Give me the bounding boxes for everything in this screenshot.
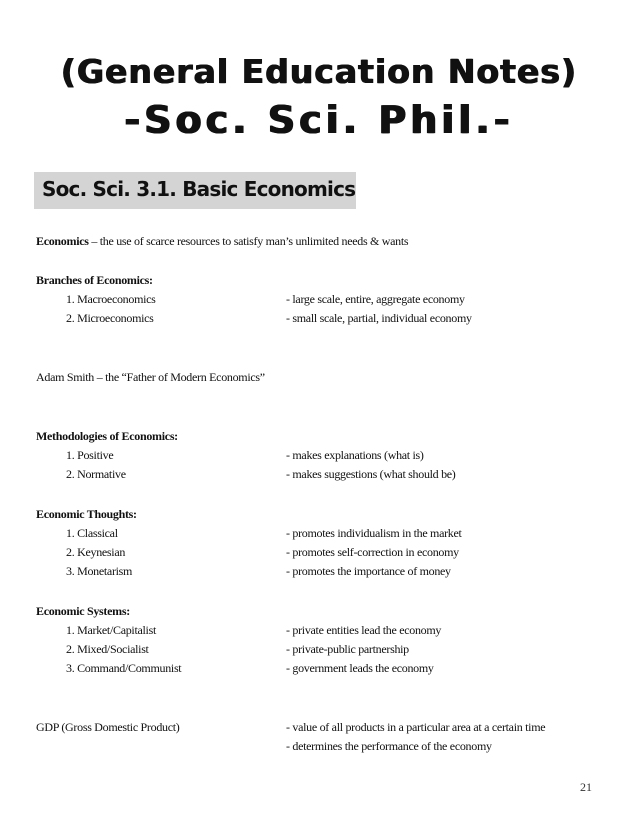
- list-item-label: 1. Classical: [66, 526, 118, 540]
- list-item-desc: - promotes individualism in the market: [286, 526, 462, 540]
- list-item-desc: - large scale, entire, aggregate economy: [286, 292, 465, 306]
- list-item-label: 1. Macroeconomics: [66, 292, 156, 306]
- list-item-label: 2. Normative: [66, 467, 126, 481]
- list-item-label: 1. Market/Capitalist: [66, 623, 156, 637]
- notes-title: (General Education Notes): [60, 52, 578, 91]
- list-item-label: 2. Keynesian: [66, 545, 126, 559]
- list-item-desc: - small scale, partial, individual economy: [286, 311, 472, 325]
- list-item-desc: - private entities lead the economy: [286, 623, 442, 637]
- gdp-desc-1: - value of all products in a particular area at a certain time: [286, 720, 546, 734]
- list-item-label: 3. Command/Communist: [66, 661, 182, 675]
- list-item-desc: - promotes self-correction in economy: [286, 545, 459, 559]
- notes-subtitle: -Soc. Sci. Phil.-: [124, 98, 514, 142]
- list-item-label: 2. Mixed/Socialist: [66, 642, 149, 656]
- thoughts-heading: Economic Thoughts:: [36, 507, 137, 521]
- list-item-desc: - private-public partnership: [286, 642, 409, 656]
- gdp-desc-2: - determines the performance of the economy: [286, 739, 492, 753]
- definition-text: – the use of scarce resources to satisfy man’s unlimited needs & wants: [88, 234, 409, 248]
- list-item-label: 3. Monetarism: [66, 564, 133, 578]
- section-header-box: [34, 172, 356, 209]
- definition-term: Economics: [36, 234, 89, 248]
- list-item-label: 2. Microeconomics: [66, 311, 154, 325]
- list-item-desc: - government leads the economy: [286, 661, 434, 675]
- economics-definition: [36, 234, 408, 249]
- list-item-desc: - promotes the importance of money: [286, 564, 451, 578]
- list-item-desc: - makes explanations (what is): [286, 448, 424, 462]
- father-of-economics: Adam Smith – the “Father of Modern Economics”: [36, 370, 265, 384]
- list-item-desc: - makes suggestions (what should be): [286, 467, 456, 481]
- gdp-term: GDP (Gross Domestic Product): [36, 720, 180, 734]
- methodologies-heading: Methodologies of Economics:: [36, 429, 178, 443]
- page-number: 21: [580, 780, 592, 794]
- branches-heading: Branches of Economics:: [36, 273, 153, 287]
- systems-heading: Economic Systems:: [36, 604, 130, 618]
- list-item-label: 1. Positive: [66, 448, 114, 462]
- section-title: Soc. Sci. 3.1. Basic Economics: [42, 177, 356, 201]
